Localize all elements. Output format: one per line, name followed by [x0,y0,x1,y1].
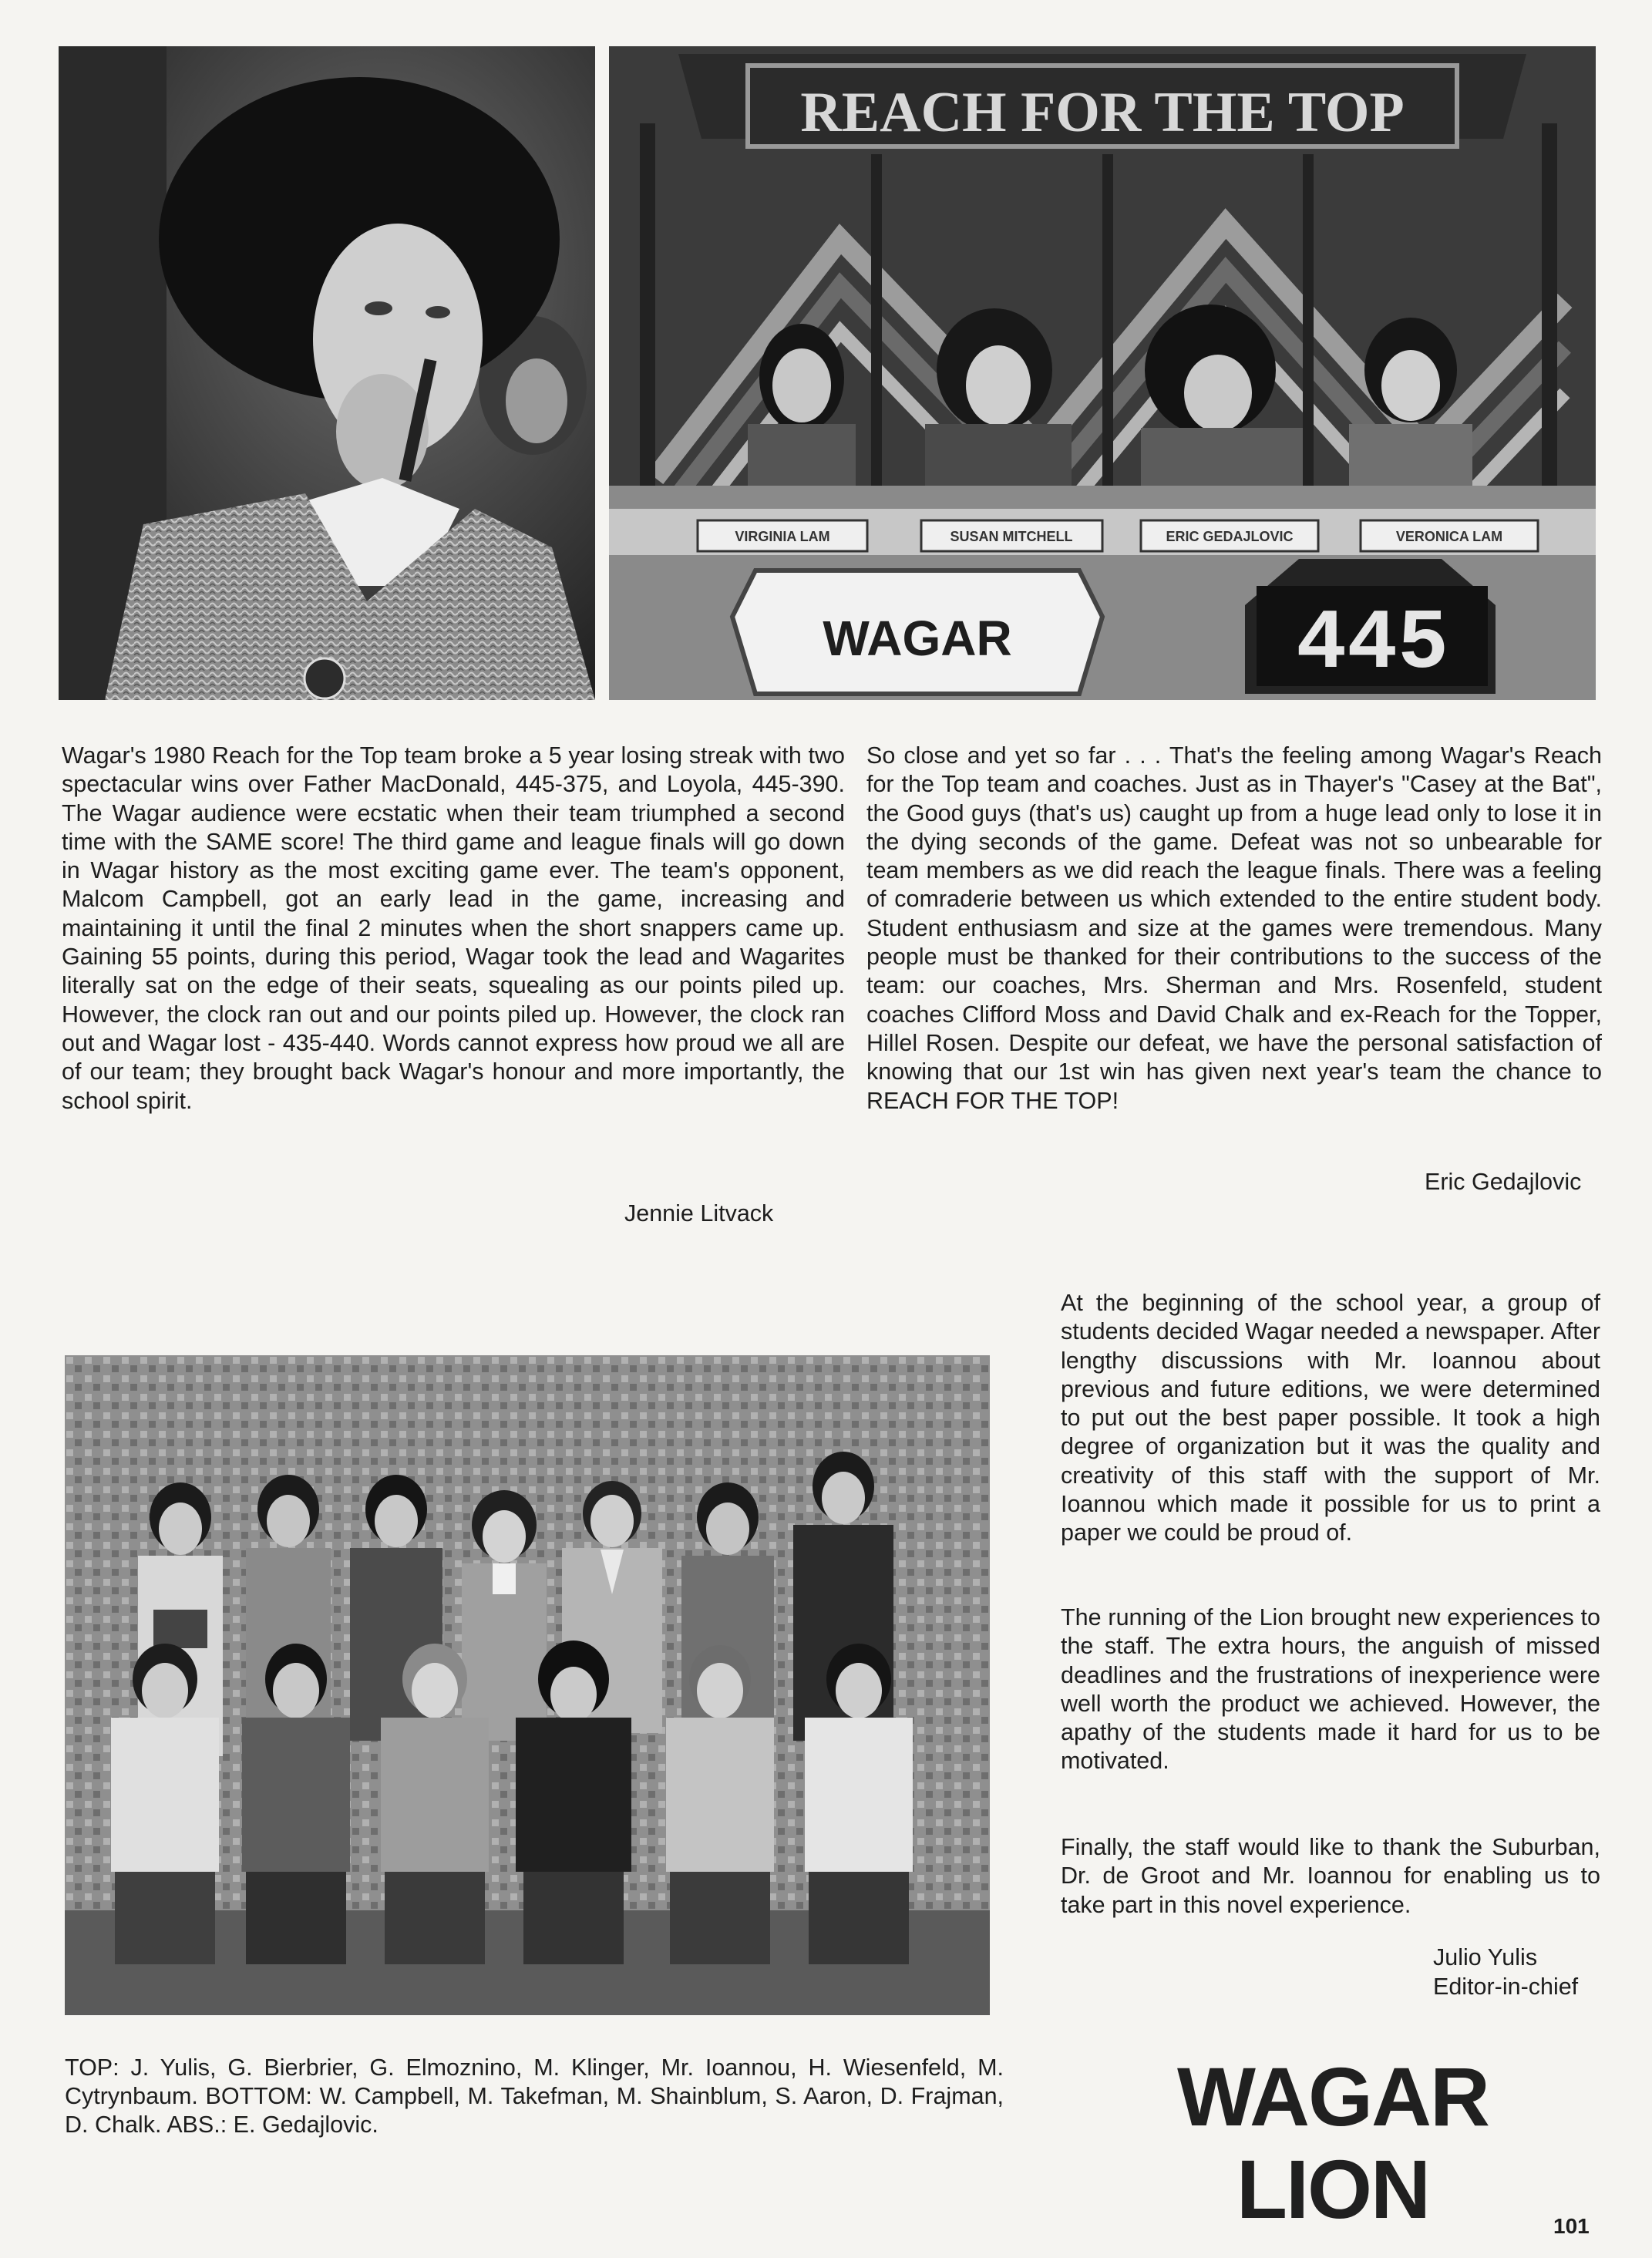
newspaper-article-para-2: The running of the Lion brought new experiences to the staff. The extra hours, the anguish of missed deadlines and the frustrations of inexperience were well worth the product we achieved. However, the apathy of the students made it hard for us to be motivated. [1061,1604,1600,1775]
score-display: 445 [1295,597,1449,693]
nameplate-3: ERIC GEDAJLOVIC [1166,529,1294,544]
article-reach-left-body: Wagar's 1980 Reach for the Top team broke a 5 year losing streak with two spectacular wins over Father MacDonald, 445-375, and Loyola, 445-390. The Wagar audience were ecstatic when their team triumphed a second time with the SAME score! The third game and league finals will go down in Wagar history as the most exciting game ever. The team's opponent, Malcom Campbell, got an early lead in the game, increasing and maintaining it until the final 2 minutes when the short snappers came up. Gaining 55 points, during this period, Wagar took the lead and Wagarites literally sat on the edge of their seats, squealing as our points piled up. However, the clock ran out and our points piled up. However, the clock ran out and Wagar lost - 435-440. Words cannot express how proud we all are of our team; they brought back Wagar's honour and more importantly, the school spirit. [62,742,845,1114]
reach-for-the-top-photo [609,46,1596,700]
article-reach-right-body: So close and yet so far . . . That's the feeling among Wagar's Reach for the Top team and coaches. Just as in Thayer's "Casey at the Bat", the Good guys (that's us) caught up from a huge lead only to lose it in the dying seconds of the game. Defeat was not so unbearable for team members as we did reach the league finals. There was a feeling of comraderie between us which extended to the entire student body. Student enthusiasm and size at the games were tremendous. Many people must be thanked for their contributions to the success of the team: our coaches, Mrs. Sherman and Mrs. Rosenfeld, student coaches Clifford Moss and David Chalk and ex-Reach for the Topper, Hillel Rosen. Despite our defeat, we have the personal satisfaction of knowing that our 1st win has given next year's team the chance to REACH FOR THE TOP! [866,742,1602,1114]
nameplate-2: SUSAN MITCHELL [950,529,1073,544]
nameplate-1: VIRGINIA LAM [735,529,830,544]
article-reach-right-author: Eric Gedajlovic [1425,1169,1582,1195]
newspaper-article-para-3: Finally, the staff would like to thank the Suburban, Dr. de Groot and Mr. Ioannou for enabling us to take part in this novel experience. [1061,1834,1600,1918]
group-photo-caption: TOP: J. Yulis, G. Bierbrier, G. Elmoznino, M. Klinger, Mr. Ioannou, H. Wiesenfeld, M. Cytrynbaum. BOTTOM: W. Campbell, M. Takefman, M. Shainblum, S. Aaron, D. Frajman, D. Chalk. ABS.: E. Gedajlovic. [65,2054,1004,2138]
student-portrait-photo [59,46,595,700]
section-title: WAGAR LION [1177,2050,1489,2236]
newspaper-author-name: Julio Yulis [1433,1944,1538,1970]
newspaper-author-title: Editor-in-chief [1433,1974,1579,2000]
nameplate-4: VERONICA LAM [1395,529,1503,544]
page-number: 101 [1553,2214,1590,2238]
banner-text: REACH FOR THE TOP [800,81,1405,144]
article-reach-left-author: Jennie Litvack [624,1200,774,1227]
team-sign-text: WAGAR [823,611,1012,666]
newspaper-article-para-1: At the beginning of the school year, a group of students decided Wagar needed a newspaper. After lengthy discussions with Mr. Ioannou about previous and future editions, we were determined to put out the best paper possible. It took a high degree of organization but it was the quality and creativity of this staff with the support of Mr. Ioannou which made it possible for us to print a paper we could be proud of. [1061,1290,1600,1546]
newspaper-staff-group-photo [65,1355,990,2015]
